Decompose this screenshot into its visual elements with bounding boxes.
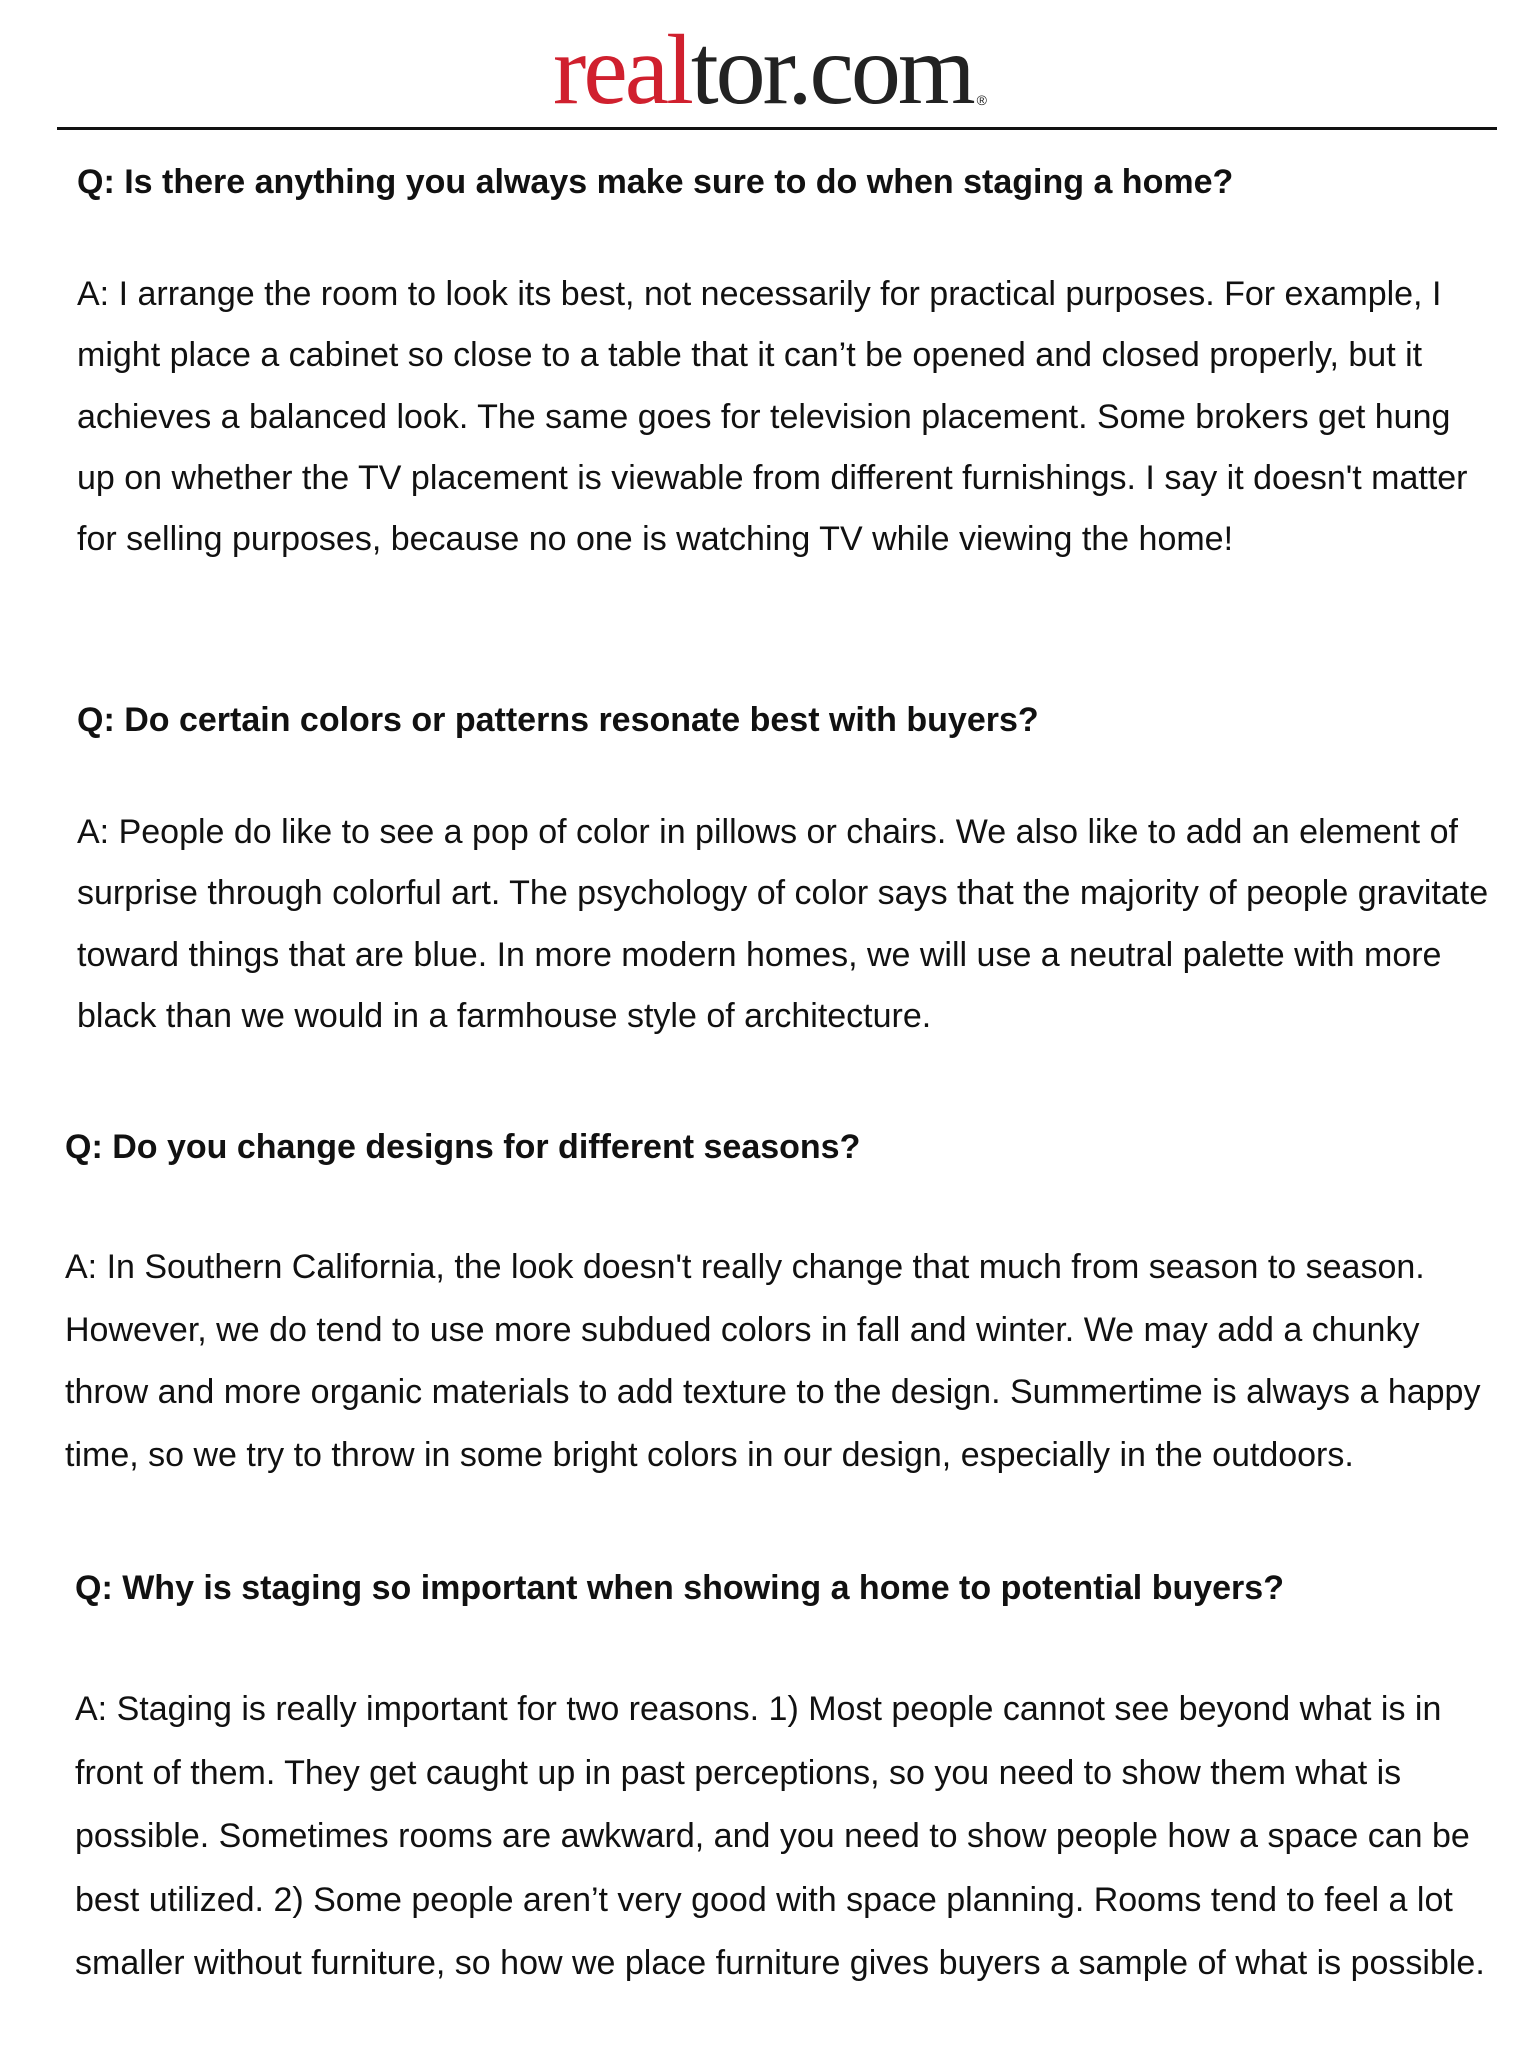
question-4: Q: Why is staging so important when showing a home to potential buyers?: [75, 1569, 1284, 1607]
logo-text-red: real: [553, 14, 691, 125]
answer-4: A: Staging is really important for two reasons. 1) Most people cannot see beyond what is in front of them. They get caught up in past perceptions, so you need to show them what is possible. Sometimes rooms are awkward, and you need to show people how a space can be best utilized. 2) Some people aren’t very good with space planning. Rooms tend to feel a lot smaller without furniture, so how we place furniture gives buyers a sample of what is possible.: [75, 1690, 1485, 1982]
answer-3: A: In Southern California, the look doesn't really change that much from season to season. However, we do tend to use more subdued colors in fall and winter. We may add a chunky throw and more organic materials to add texture to the design. Summertime is always a happy time, so we try to throw in some bright colors in our design, especially in the outdoors.: [65, 1248, 1481, 1474]
question-1: Q: Is there anything you always make sure to do when staging a home?: [77, 163, 1234, 201]
header-divider: [57, 127, 1497, 130]
answer-1: A: I arrange the room to look its best, not necessarily for practical purposes. For example, I might place a cabinet so close to a table that it can’t be opened and closed properly, but it achieves a balanced look. The same goes for television placement. Some brokers get hung up on whether the TV placement is viewable from different furnishings. I say it doesn't matter for selling purposes, because no one is watching TV while viewing the home!: [77, 275, 1468, 559]
logo-text-dark: tor.com: [690, 14, 973, 125]
question-2: Q: Do certain colors or patterns resonate best with buyers?: [77, 701, 1039, 739]
question-3: Q: Do you change designs for different seasons?: [65, 1128, 861, 1166]
realtor-logo: [0, 10, 1536, 130]
answer-2: A: People do like to see a pop of color in pillows or chairs. We also like to add an element of surprise through colorful art. The psychology of color says that the majority of people gravitate toward things that are blue. In more modern homes, we will use a neutral palette with more black than we would in a farmhouse style of architecture.: [77, 813, 1489, 1035]
registered-mark: ®: [976, 92, 987, 108]
